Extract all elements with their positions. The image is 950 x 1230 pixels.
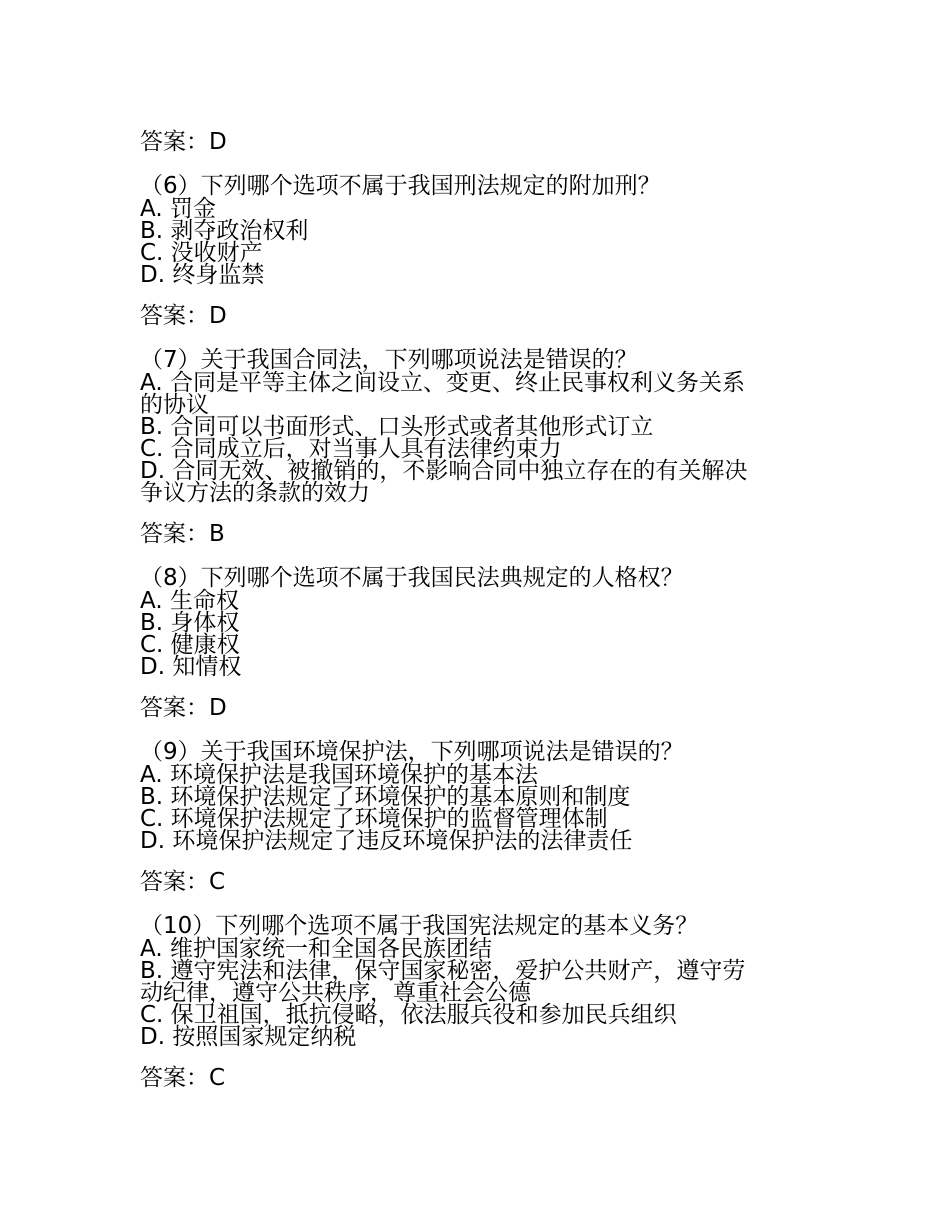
question-8-option-d: D. 知情权 [140, 654, 242, 680]
question-9-option-c: C. 环境保护法规定了环境保护的监督管理体制 [140, 806, 608, 832]
question-7-option-d: D. 合同无效、被撤销的，不影响合同中独立存在的有关解决 [140, 458, 748, 484]
question-7-answer: 答案：B [140, 521, 225, 547]
question-10-answer: 答案：C [140, 1065, 226, 1091]
question-10-option-c: C. 保卫祖国，抵抗侵略，依法服兵役和参加民兵组织 [140, 1002, 677, 1028]
question-7-title: （7）关于我国合同法，下列哪项说法是错误的？ [140, 347, 638, 373]
question-6-option-d: D. 终身监禁 [140, 262, 265, 288]
question-9-answer: 答案：C [140, 869, 226, 895]
question-10-option-a: A. 维护国家统一和全国各民族团结 [140, 936, 492, 962]
question-7-option-c: C. 合同成立后，对当事人具有法律约束力 [140, 436, 562, 462]
question-8-option-c: C. 健康权 [140, 632, 240, 658]
question-6-answer: 答案：D [140, 303, 227, 329]
question-9-title: （9）关于我国环境保护法，下列哪项说法是错误的？ [140, 739, 684, 765]
question-9-option-b: B. 环境保护法规定了环境保护的基本原则和制度 [140, 784, 631, 810]
question-8-option-a: A. 生命权 [140, 588, 239, 614]
question-8-option-b: B. 身体权 [140, 610, 240, 636]
question-6-option-a: A. 罚金 [140, 196, 216, 222]
question-9-option-d: D. 环境保护法规定了违反环境保护法的法律责任 [140, 828, 633, 854]
question-10-title: （10）下列哪个选项不属于我国宪法规定的基本义务？ [140, 913, 699, 939]
question-6-option-b: B. 剥夺政治权利 [140, 218, 309, 244]
question-7-option-a: A. 合同是平等主体之间设立、变更、终止民事权利义务关系 [140, 370, 745, 396]
question-10-option-d: D. 按照国家规定纳税 [140, 1024, 357, 1050]
question-6-title: （6）下列哪个选项不属于我国刑法规定的附加刑？ [140, 173, 661, 199]
question-6-option-c: C. 没收财产 [140, 240, 263, 266]
answer-top: 答案：D [140, 129, 227, 155]
question-7-option-b: B. 合同可以书面形式、口头形式或者其他形式订立 [140, 414, 654, 440]
question-7-option-a-cont: 的协议 [140, 392, 209, 418]
question-9-option-a: A. 环境保护法是我国环境保护的基本法 [140, 762, 538, 788]
question-10-option-b: B. 遵守宪法和法律，保守国家秘密，爱护公共财产，遵守劳 [140, 958, 746, 984]
question-8-title: （8）下列哪个选项不属于我国民法典规定的人格权？ [140, 565, 684, 591]
question-10-option-b-cont: 动纪律，遵守公共秩序，尊重社会公德 [140, 980, 531, 1006]
question-8-answer: 答案：D [140, 695, 227, 721]
question-7-option-d-cont: 争议方法的条款的效力 [140, 480, 370, 506]
